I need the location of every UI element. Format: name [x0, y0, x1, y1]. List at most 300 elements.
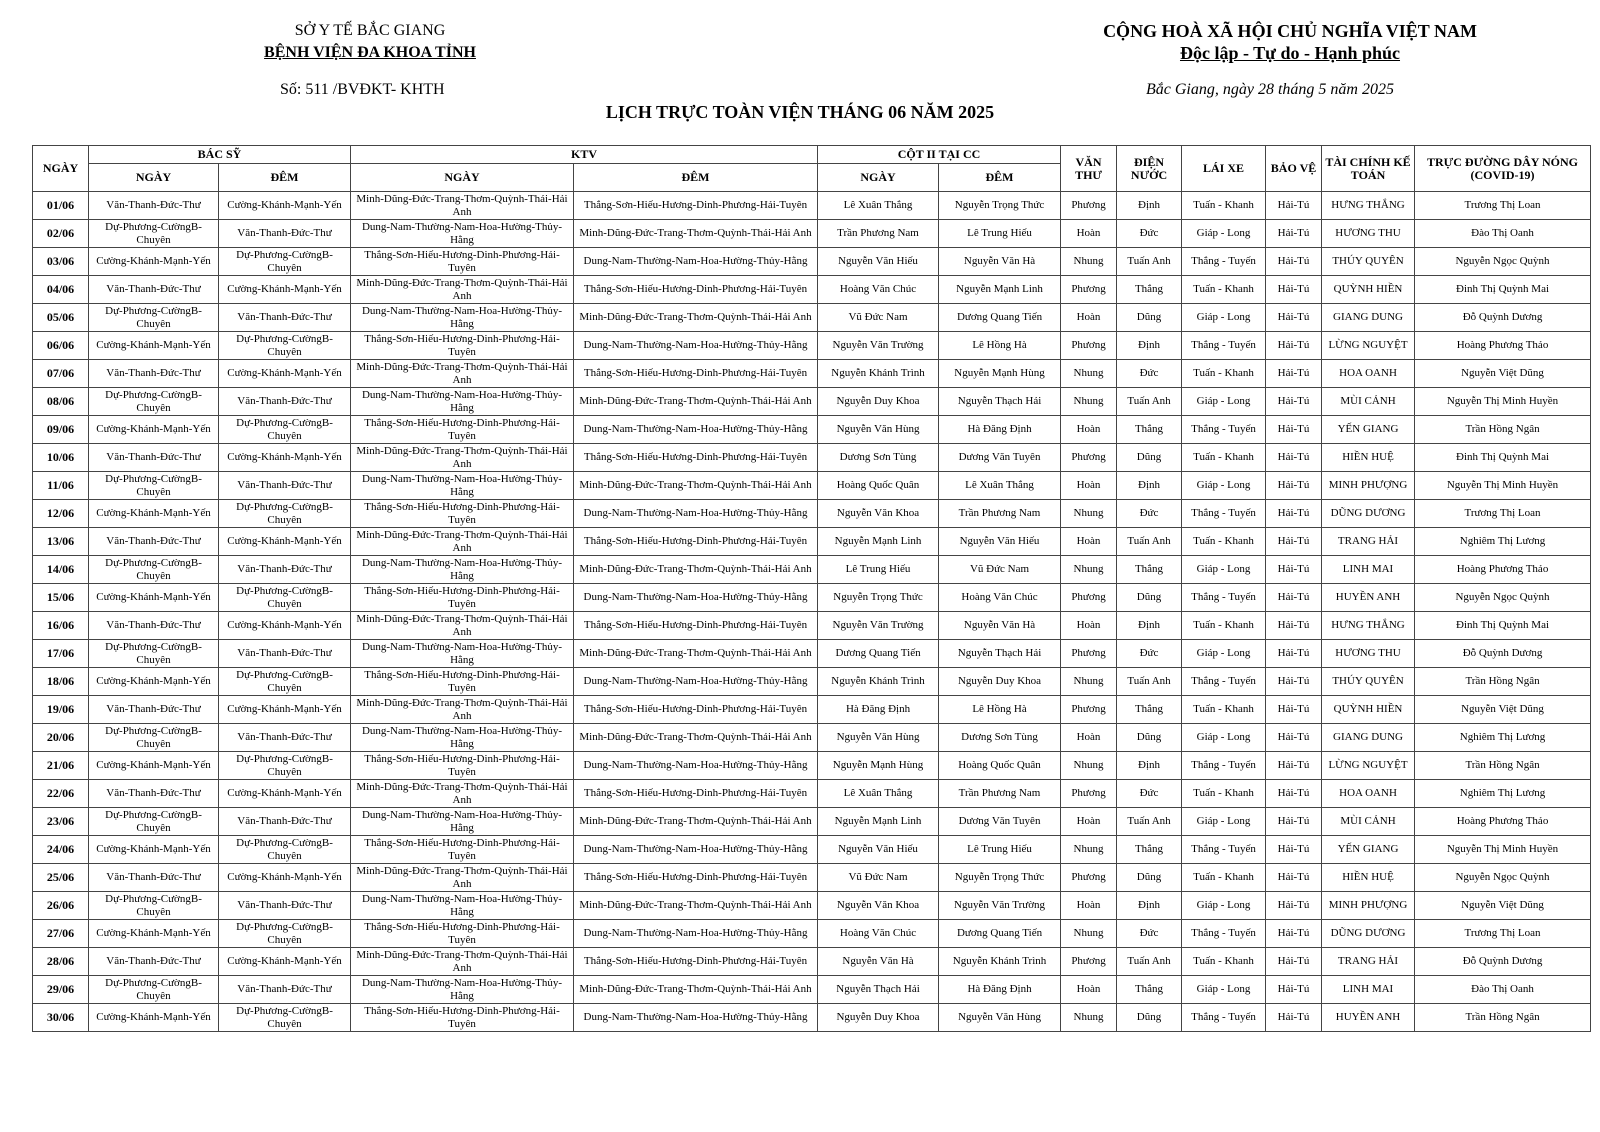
- col-ktv-night-header: ĐÊM: [574, 164, 818, 192]
- cell-ktv-night: Minh-Dũng-Đức-Trang-Thơm-Quỳnh-Thái-Hải Anh: [574, 220, 818, 248]
- cell-doctor-night: Cường-Khánh-Mạnh-Yến: [219, 696, 351, 724]
- cell-hotline: Nguyễn Thị Minh Huyền: [1415, 388, 1591, 416]
- table-row: [33, 444, 1591, 472]
- cell-vanthu: Nhung: [1061, 360, 1117, 388]
- cell-vanthu: Phương: [1061, 948, 1117, 976]
- cell-cot2-day: Nguyễn Khánh Trình: [818, 668, 939, 696]
- cell-diennuoc: Định: [1117, 332, 1182, 360]
- cell-doctor-day: Cường-Khánh-Mạnh-Yến: [89, 500, 219, 528]
- cell-cot2-day: Nguyễn Văn Hùng: [818, 724, 939, 752]
- cell-hotline: Đào Thị Oanh: [1415, 976, 1591, 1004]
- cell-date: 29/06: [33, 976, 89, 1004]
- cell-cot2-night: Lê Xuân Thắng: [939, 472, 1061, 500]
- cell-doctor-day: Văn-Thanh-Đức-Thư: [89, 276, 219, 304]
- cell-baove: Hải-Tú: [1266, 248, 1322, 276]
- table-row: [33, 836, 1591, 864]
- cell-laixe: Giáp - Long: [1182, 220, 1266, 248]
- schedule-body: [33, 192, 1591, 1032]
- issuer-block: [240, 20, 500, 64]
- cell-doctor-night: Văn-Thanh-Đức-Thư: [219, 724, 351, 752]
- cell-date: 08/06: [33, 388, 89, 416]
- cell-baove: Hải-Tú: [1266, 1004, 1322, 1032]
- cell-vanthu: Phương: [1061, 640, 1117, 668]
- cell-cot2-day: Nguyễn Duy Khoa: [818, 388, 939, 416]
- national-motto: Độc lập - Tự do - Hạnh phúc: [1179, 43, 1401, 63]
- cell-laixe: Tuấn - Khanh: [1182, 444, 1266, 472]
- cell-date: 30/06: [33, 1004, 89, 1032]
- cell-hotline: Đinh Thị Quỳnh Mai: [1415, 444, 1591, 472]
- cell-diennuoc: Đức: [1117, 640, 1182, 668]
- cell-laixe: Tuấn - Khanh: [1182, 612, 1266, 640]
- cell-ktv-day: Minh-Dũng-Đức-Trang-Thơm-Quỳnh-Thái-Hải Anh: [351, 444, 574, 472]
- cell-baove: Hải-Tú: [1266, 192, 1322, 220]
- table-row: [33, 276, 1591, 304]
- cell-ktv-night: Dung-Nam-Thường-Nam-Hoa-Hường-Thủy-Hằng: [574, 836, 818, 864]
- cell-cot2-day: Hoàng Văn Chúc: [818, 276, 939, 304]
- table-row: [33, 1004, 1591, 1032]
- cell-date: 28/06: [33, 948, 89, 976]
- col-laixe-header: LÁI XE: [1182, 146, 1266, 192]
- cell-date: 04/06: [33, 276, 89, 304]
- cell-cot2-night: Nguyễn Duy Khoa: [939, 668, 1061, 696]
- cell-laixe: Thắng - Tuyến: [1182, 416, 1266, 444]
- cell-laixe: Thắng - Tuyến: [1182, 584, 1266, 612]
- table-row: [33, 780, 1591, 808]
- cell-cot2-night: Dương Văn Tuyên: [939, 444, 1061, 472]
- cell-diennuoc: Định: [1117, 192, 1182, 220]
- col-cot2-day-header: NGÀY: [818, 164, 939, 192]
- cell-vanthu: Phương: [1061, 864, 1117, 892]
- cell-hotline: Nguyễn Việt Dũng: [1415, 892, 1591, 920]
- cell-ktv-day: Dung-Nam-Thường-Nam-Hoa-Hường-Thủy-Hằng: [351, 724, 574, 752]
- cell-ktv-night: Minh-Dũng-Đức-Trang-Thơm-Quỳnh-Thái-Hải Anh: [574, 976, 818, 1004]
- cell-date: 19/06: [33, 696, 89, 724]
- cell-cot2-day: Trần Phương Nam: [818, 220, 939, 248]
- cell-taichinh: QUỲNH HIỀN: [1322, 276, 1415, 304]
- cell-date: 17/06: [33, 640, 89, 668]
- cell-diennuoc: Dũng: [1117, 864, 1182, 892]
- table-row: [33, 584, 1591, 612]
- cell-doctor-night: Văn-Thanh-Đức-Thư: [219, 304, 351, 332]
- cell-ktv-day: Dung-Nam-Thường-Nam-Hoa-Hường-Thủy-Hằng: [351, 640, 574, 668]
- cell-baove: Hải-Tú: [1266, 444, 1322, 472]
- cell-cot2-night: Nguyễn Mạnh Linh: [939, 276, 1061, 304]
- cell-ktv-day: Minh-Dũng-Đức-Trang-Thơm-Quỳnh-Thái-Hải Anh: [351, 360, 574, 388]
- document-date: Bắc Giang, ngày 28 tháng 5 năm 2025: [1146, 81, 1394, 98]
- cell-cot2-night: Trần Phương Nam: [939, 780, 1061, 808]
- cell-laixe: Thắng - Tuyến: [1182, 752, 1266, 780]
- col-vanthu-header: VĂN THƯ: [1061, 146, 1117, 192]
- cell-doctor-day: Dự-Phương-CườngB-Chuyên: [89, 220, 219, 248]
- cell-cot2-night: Nguyễn Văn Hùng: [939, 1004, 1061, 1032]
- cell-date: 09/06: [33, 416, 89, 444]
- table-row: [33, 864, 1591, 892]
- cell-diennuoc: Thắng: [1117, 556, 1182, 584]
- cell-diennuoc: Định: [1117, 612, 1182, 640]
- cell-taichinh: HOA OANH: [1322, 780, 1415, 808]
- cell-vanthu: Phương: [1061, 780, 1117, 808]
- cell-cot2-day: Vũ Đức Nam: [818, 864, 939, 892]
- cell-baove: Hải-Tú: [1266, 864, 1322, 892]
- cell-taichinh: MINH PHƯỢNG: [1322, 472, 1415, 500]
- cell-laixe: Giáp - Long: [1182, 556, 1266, 584]
- cell-ktv-night: Minh-Dũng-Đức-Trang-Thơm-Quỳnh-Thái-Hải Anh: [574, 808, 818, 836]
- cell-vanthu: Phương: [1061, 332, 1117, 360]
- cell-doctor-day: Văn-Thanh-Đức-Thư: [89, 360, 219, 388]
- cell-hotline: Đỗ Quỳnh Dương: [1415, 640, 1591, 668]
- col-doctor-header: BÁC SỸ: [89, 146, 351, 164]
- cell-hotline: Trần Hồng Ngân: [1415, 416, 1591, 444]
- cell-ktv-night: Dung-Nam-Thường-Nam-Hoa-Hường-Thủy-Hằng: [574, 752, 818, 780]
- cell-cot2-night: Hà Đăng Định: [939, 416, 1061, 444]
- cell-cot2-day: Nguyễn Mạnh Linh: [818, 528, 939, 556]
- cell-doctor-night: Dự-Phương-CườngB-Chuyên: [219, 416, 351, 444]
- cell-diennuoc: Dũng: [1117, 304, 1182, 332]
- cell-ktv-day: Dung-Nam-Thường-Nam-Hoa-Hường-Thủy-Hằng: [351, 892, 574, 920]
- table-row: [33, 556, 1591, 584]
- cell-vanthu: Phương: [1061, 696, 1117, 724]
- cell-ktv-day: Minh-Dũng-Đức-Trang-Thơm-Quỳnh-Thái-Hải Anh: [351, 528, 574, 556]
- cell-vanthu: Hoàn: [1061, 808, 1117, 836]
- cell-ktv-day: Dung-Nam-Thường-Nam-Hoa-Hường-Thủy-Hằng: [351, 220, 574, 248]
- cell-vanthu: Nhung: [1061, 388, 1117, 416]
- cell-hotline: Nguyễn Ngọc Quỳnh: [1415, 864, 1591, 892]
- cell-taichinh: HUYỀN ANH: [1322, 584, 1415, 612]
- cell-doctor-night: Văn-Thanh-Đức-Thư: [219, 472, 351, 500]
- cell-cot2-day: Nguyễn Mạnh Hùng: [818, 752, 939, 780]
- document-number: Số: 511 /BVĐKT- KHTH: [280, 81, 445, 98]
- cell-cot2-day: Nguyễn Văn Hùng: [818, 416, 939, 444]
- cell-hotline: Đào Thị Oanh: [1415, 220, 1591, 248]
- cell-cot2-night: Nguyễn Thạch Hải: [939, 388, 1061, 416]
- cell-ktv-day: Dung-Nam-Thường-Nam-Hoa-Hường-Thủy-Hằng: [351, 388, 574, 416]
- cell-ktv-day: Thắng-Sơn-Hiếu-Hương-Dinh-Phương-Hải-Tuyên: [351, 668, 574, 696]
- cell-laixe: Tuấn - Khanh: [1182, 528, 1266, 556]
- cell-doctor-night: Dự-Phương-CườngB-Chuyên: [219, 584, 351, 612]
- cell-taichinh: HƯƠNG THU: [1322, 220, 1415, 248]
- cell-vanthu: Hoàn: [1061, 220, 1117, 248]
- cell-cot2-night: Lê Hồng Hà: [939, 332, 1061, 360]
- cell-doctor-day: Cường-Khánh-Mạnh-Yến: [89, 584, 219, 612]
- cell-hotline: Đinh Thị Quỳnh Mai: [1415, 276, 1591, 304]
- cell-ktv-night: Dung-Nam-Thường-Nam-Hoa-Hường-Thủy-Hằng: [574, 920, 818, 948]
- cell-doctor-night: Dự-Phương-CườngB-Chuyên: [219, 836, 351, 864]
- cell-hotline: Trương Thị Loan: [1415, 192, 1591, 220]
- cell-doctor-day: Văn-Thanh-Đức-Thư: [89, 528, 219, 556]
- hospital-name: BỆNH VIỆN ĐA KHOA TỈNH: [264, 44, 476, 61]
- cell-diennuoc: Thắng: [1117, 696, 1182, 724]
- table-row: [33, 500, 1591, 528]
- cell-ktv-night: Thắng-Sơn-Hiếu-Hương-Dinh-Phương-Hải-Tuyên: [574, 528, 818, 556]
- table-row: [33, 640, 1591, 668]
- cell-ktv-night: Thắng-Sơn-Hiếu-Hương-Dinh-Phương-Hải-Tuyên: [574, 444, 818, 472]
- cell-hotline: Trần Hồng Ngân: [1415, 752, 1591, 780]
- cell-ktv-day: Thắng-Sơn-Hiếu-Hương-Dinh-Phương-Hải-Tuyên: [351, 332, 574, 360]
- cell-taichinh: YẾN GIANG: [1322, 416, 1415, 444]
- cell-date: 26/06: [33, 892, 89, 920]
- cell-doctor-night: Cường-Khánh-Mạnh-Yến: [219, 360, 351, 388]
- cell-taichinh: GIANG DUNG: [1322, 724, 1415, 752]
- cell-laixe: Thắng - Tuyến: [1182, 500, 1266, 528]
- cell-ktv-day: Thắng-Sơn-Hiếu-Hương-Dinh-Phương-Hải-Tuyên: [351, 500, 574, 528]
- cell-date: 12/06: [33, 500, 89, 528]
- cell-cot2-day: Lê Xuân Thắng: [818, 192, 939, 220]
- cell-cot2-day: Nguyễn Văn Trường: [818, 612, 939, 640]
- table-row: [33, 360, 1591, 388]
- cell-ktv-night: Minh-Dũng-Đức-Trang-Thơm-Quỳnh-Thái-Hải Anh: [574, 724, 818, 752]
- cell-taichinh: MINH PHƯỢNG: [1322, 892, 1415, 920]
- cell-laixe: Tuấn - Khanh: [1182, 192, 1266, 220]
- cell-cot2-day: Nguyễn Văn Khoa: [818, 892, 939, 920]
- cell-laixe: Tuấn - Khanh: [1182, 948, 1266, 976]
- col-diennuoc-header: ĐIỆN NƯỚC: [1117, 146, 1182, 192]
- cell-taichinh: QUỲNH HIỀN: [1322, 696, 1415, 724]
- cell-doctor-day: Văn-Thanh-Đức-Thư: [89, 948, 219, 976]
- cell-vanthu: Hoàn: [1061, 304, 1117, 332]
- cell-taichinh: HƯƠNG THU: [1322, 640, 1415, 668]
- cell-cot2-night: Dương Văn Tuyên: [939, 808, 1061, 836]
- cell-cot2-day: Dương Quang Tiến: [818, 640, 939, 668]
- cell-baove: Hải-Tú: [1266, 276, 1322, 304]
- cell-cot2-day: Nguyễn Khánh Trình: [818, 360, 939, 388]
- table-row: [33, 416, 1591, 444]
- cell-taichinh: LỪNG NGUYỆT: [1322, 752, 1415, 780]
- cell-date: 20/06: [33, 724, 89, 752]
- table-row: [33, 752, 1591, 780]
- cell-baove: Hải-Tú: [1266, 780, 1322, 808]
- cell-cot2-night: Vũ Đức Nam: [939, 556, 1061, 584]
- cell-ktv-night: Minh-Dũng-Đức-Trang-Thơm-Quỳnh-Thái-Hải Anh: [574, 640, 818, 668]
- cell-baove: Hải-Tú: [1266, 220, 1322, 248]
- cell-cot2-night: Nguyễn Văn Trường: [939, 892, 1061, 920]
- table-row: [33, 892, 1591, 920]
- cell-ktv-day: Thắng-Sơn-Hiếu-Hương-Dinh-Phương-Hải-Tuyên: [351, 1004, 574, 1032]
- col-ktv-header: KTV: [351, 146, 818, 164]
- cell-doctor-day: Văn-Thanh-Đức-Thư: [89, 444, 219, 472]
- cell-vanthu: Hoàn: [1061, 976, 1117, 1004]
- cell-baove: Hải-Tú: [1266, 836, 1322, 864]
- cell-doctor-night: Cường-Khánh-Mạnh-Yến: [219, 528, 351, 556]
- cell-ktv-night: Dung-Nam-Thường-Nam-Hoa-Hường-Thủy-Hằng: [574, 1004, 818, 1032]
- cell-taichinh: LINH MAI: [1322, 556, 1415, 584]
- cell-laixe: Giáp - Long: [1182, 304, 1266, 332]
- cell-ktv-day: Minh-Dũng-Đức-Trang-Thơm-Quỳnh-Thái-Hải Anh: [351, 276, 574, 304]
- table-row: [33, 304, 1591, 332]
- cell-doctor-day: Dự-Phương-CườngB-Chuyên: [89, 640, 219, 668]
- table-row: [33, 612, 1591, 640]
- cell-cot2-night: Lê Hồng Hà: [939, 696, 1061, 724]
- cell-doctor-night: Dự-Phương-CườngB-Chuyên: [219, 752, 351, 780]
- cell-baove: Hải-Tú: [1266, 360, 1322, 388]
- cell-vanthu: Hoàn: [1061, 612, 1117, 640]
- cell-laixe: Giáp - Long: [1182, 808, 1266, 836]
- cell-doctor-day: Dự-Phương-CườngB-Chuyên: [89, 808, 219, 836]
- cell-diennuoc: Định: [1117, 472, 1182, 500]
- cell-taichinh: HƯNG THẮNG: [1322, 192, 1415, 220]
- cell-cot2-night: Dương Quang Tiến: [939, 304, 1061, 332]
- cell-taichinh: LINH MAI: [1322, 976, 1415, 1004]
- cell-diennuoc: Đức: [1117, 220, 1182, 248]
- cell-date: 16/06: [33, 612, 89, 640]
- cell-baove: Hải-Tú: [1266, 612, 1322, 640]
- cell-cot2-night: Nguyễn Văn Hà: [939, 612, 1061, 640]
- cell-diennuoc: Định: [1117, 892, 1182, 920]
- cell-hotline: Nguyễn Việt Dũng: [1415, 360, 1591, 388]
- cell-diennuoc: Định: [1117, 752, 1182, 780]
- cell-laixe: Thắng - Tuyến: [1182, 668, 1266, 696]
- cell-vanthu: Nhung: [1061, 752, 1117, 780]
- cell-cot2-day: Nguyễn Trọng Thức: [818, 584, 939, 612]
- cell-ktv-night: Dung-Nam-Thường-Nam-Hoa-Hường-Thủy-Hằng: [574, 416, 818, 444]
- cell-ktv-night: Minh-Dũng-Đức-Trang-Thơm-Quỳnh-Thái-Hải Anh: [574, 556, 818, 584]
- cell-ktv-night: Minh-Dũng-Đức-Trang-Thơm-Quỳnh-Thái-Hải Anh: [574, 892, 818, 920]
- cell-taichinh: MÙI CẢNH: [1322, 808, 1415, 836]
- cell-ktv-day: Thắng-Sơn-Hiếu-Hương-Dinh-Phương-Hải-Tuyên: [351, 920, 574, 948]
- cell-date: 22/06: [33, 780, 89, 808]
- cell-doctor-day: Dự-Phương-CườngB-Chuyên: [89, 724, 219, 752]
- cell-cot2-day: Hoàng Văn Chúc: [818, 920, 939, 948]
- table-row: [33, 528, 1591, 556]
- cell-baove: Hải-Tú: [1266, 528, 1322, 556]
- document-title: LỊCH TRỰC TOÀN VIỆN THÁNG 06 NĂM 2025: [605, 102, 995, 122]
- cell-doctor-night: Dự-Phương-CườngB-Chuyên: [219, 668, 351, 696]
- cell-baove: Hải-Tú: [1266, 640, 1322, 668]
- cell-cot2-night: Hà Đăng Định: [939, 976, 1061, 1004]
- cell-ktv-day: Dung-Nam-Thường-Nam-Hoa-Hường-Thủy-Hằng: [351, 808, 574, 836]
- cell-diennuoc: Đức: [1117, 780, 1182, 808]
- cell-taichinh: TRANG HẢI: [1322, 948, 1415, 976]
- cell-diennuoc: Thắng: [1117, 416, 1182, 444]
- cell-cot2-day: Nguyễn Mạnh Linh: [818, 808, 939, 836]
- cell-date: 01/06: [33, 192, 89, 220]
- cell-hotline: Nguyễn Thị Minh Huyền: [1415, 836, 1591, 864]
- cell-vanthu: Phương: [1061, 192, 1117, 220]
- cell-vanthu: Nhung: [1061, 500, 1117, 528]
- cell-baove: Hải-Tú: [1266, 500, 1322, 528]
- cell-ktv-night: Thắng-Sơn-Hiếu-Hương-Dinh-Phương-Hải-Tuyên: [574, 360, 818, 388]
- cell-doctor-night: Cường-Khánh-Mạnh-Yến: [219, 864, 351, 892]
- cell-diennuoc: Thắng: [1117, 276, 1182, 304]
- cell-cot2-night: Nguyễn Trọng Thức: [939, 192, 1061, 220]
- cell-doctor-day: Cường-Khánh-Mạnh-Yến: [89, 332, 219, 360]
- cell-laixe: Tuấn - Khanh: [1182, 864, 1266, 892]
- cell-vanthu: Hoàn: [1061, 416, 1117, 444]
- cell-ktv-night: Minh-Dũng-Đức-Trang-Thơm-Quỳnh-Thái-Hải Anh: [574, 388, 818, 416]
- cell-doctor-day: Dự-Phương-CườngB-Chuyên: [89, 304, 219, 332]
- cell-date: 11/06: [33, 472, 89, 500]
- cell-doctor-night: Cường-Khánh-Mạnh-Yến: [219, 780, 351, 808]
- cell-baove: Hải-Tú: [1266, 892, 1322, 920]
- cell-cot2-night: Nguyễn Trọng Thức: [939, 864, 1061, 892]
- cell-date: 27/06: [33, 920, 89, 948]
- cell-ktv-night: Thắng-Sơn-Hiếu-Hương-Dinh-Phương-Hải-Tuyên: [574, 948, 818, 976]
- cell-cot2-day: Hà Đăng Định: [818, 696, 939, 724]
- cell-vanthu: Hoàn: [1061, 724, 1117, 752]
- cell-diennuoc: Dũng: [1117, 1004, 1182, 1032]
- cell-vanthu: Nhung: [1061, 1004, 1117, 1032]
- cell-laixe: Thắng - Tuyến: [1182, 248, 1266, 276]
- cell-doctor-day: Cường-Khánh-Mạnh-Yến: [89, 920, 219, 948]
- cell-laixe: Giáp - Long: [1182, 724, 1266, 752]
- cell-baove: Hải-Tú: [1266, 696, 1322, 724]
- cell-hotline: Nghiêm Thị Lương: [1415, 528, 1591, 556]
- cell-cot2-night: Lê Trung Hiếu: [939, 836, 1061, 864]
- cell-ktv-day: Thắng-Sơn-Hiếu-Hương-Dinh-Phương-Hải-Tuyên: [351, 416, 574, 444]
- cell-doctor-night: Văn-Thanh-Đức-Thư: [219, 556, 351, 584]
- table-row: [33, 220, 1591, 248]
- cell-cot2-day: Dương Sơn Tùng: [818, 444, 939, 472]
- cell-ktv-day: Minh-Dũng-Đức-Trang-Thơm-Quỳnh-Thái-Hải Anh: [351, 192, 574, 220]
- cell-laixe: Thắng - Tuyến: [1182, 836, 1266, 864]
- cell-taichinh: HIỀN HUỆ: [1322, 864, 1415, 892]
- cell-ktv-day: Dung-Nam-Thường-Nam-Hoa-Hường-Thủy-Hằng: [351, 304, 574, 332]
- cell-laixe: Thắng - Tuyến: [1182, 332, 1266, 360]
- cell-baove: Hải-Tú: [1266, 584, 1322, 612]
- cell-doctor-day: Cường-Khánh-Mạnh-Yến: [89, 416, 219, 444]
- cell-hotline: Nghiêm Thị Lương: [1415, 780, 1591, 808]
- cell-date: 02/06: [33, 220, 89, 248]
- cell-vanthu: Nhung: [1061, 836, 1117, 864]
- cell-vanthu: Phương: [1061, 444, 1117, 472]
- cell-laixe: Giáp - Long: [1182, 892, 1266, 920]
- cell-laixe: Tuấn - Khanh: [1182, 276, 1266, 304]
- cell-doctor-night: Văn-Thanh-Đức-Thư: [219, 388, 351, 416]
- cell-baove: Hải-Tú: [1266, 724, 1322, 752]
- cell-date: 25/06: [33, 864, 89, 892]
- cell-doctor-day: Dự-Phương-CườngB-Chuyên: [89, 556, 219, 584]
- cell-ktv-night: Thắng-Sơn-Hiếu-Hương-Dinh-Phương-Hải-Tuyên: [574, 276, 818, 304]
- cell-doctor-night: Cường-Khánh-Mạnh-Yến: [219, 948, 351, 976]
- cell-vanthu: Nhung: [1061, 668, 1117, 696]
- cell-date: 21/06: [33, 752, 89, 780]
- cell-cot2-night: Dương Quang Tiến: [939, 920, 1061, 948]
- cell-doctor-night: Cường-Khánh-Mạnh-Yến: [219, 276, 351, 304]
- cell-baove: Hải-Tú: [1266, 388, 1322, 416]
- cell-ktv-night: Thắng-Sơn-Hiếu-Hương-Dinh-Phương-Hải-Tuyên: [574, 780, 818, 808]
- cell-doctor-day: Dự-Phương-CườngB-Chuyên: [89, 892, 219, 920]
- cell-diennuoc: Dũng: [1117, 584, 1182, 612]
- cell-vanthu: Phương: [1061, 584, 1117, 612]
- cell-taichinh: HUYỀN ANH: [1322, 1004, 1415, 1032]
- cell-vanthu: Nhung: [1061, 556, 1117, 584]
- cell-laixe: Giáp - Long: [1182, 640, 1266, 668]
- cell-ktv-day: Thắng-Sơn-Hiếu-Hương-Dinh-Phương-Hải-Tuyên: [351, 752, 574, 780]
- cell-doctor-day: Dự-Phương-CườngB-Chuyên: [89, 388, 219, 416]
- cell-cot2-day: Nguyễn Duy Khoa: [818, 1004, 939, 1032]
- cell-taichinh: HOA OANH: [1322, 360, 1415, 388]
- cell-taichinh: MÙI CẢNH: [1322, 388, 1415, 416]
- cell-ktv-night: Thắng-Sơn-Hiếu-Hương-Dinh-Phương-Hải-Tuyên: [574, 612, 818, 640]
- cell-vanthu: Hoàn: [1061, 892, 1117, 920]
- cell-hotline: Nguyễn Ngọc Quỳnh: [1415, 248, 1591, 276]
- col-doctor-night-header: ĐÊM: [219, 164, 351, 192]
- cell-laixe: Thắng - Tuyến: [1182, 920, 1266, 948]
- cell-hotline: Nguyễn Việt Dũng: [1415, 696, 1591, 724]
- cell-doctor-night: Dự-Phương-CườngB-Chuyên: [219, 920, 351, 948]
- cell-cot2-night: Nguyễn Văn Hiếu: [939, 528, 1061, 556]
- cell-hotline: Nguyễn Ngọc Quỳnh: [1415, 584, 1591, 612]
- cell-cot2-day: Nguyễn Văn Khoa: [818, 500, 939, 528]
- cell-ktv-day: Dung-Nam-Thường-Nam-Hoa-Hường-Thủy-Hằng: [351, 976, 574, 1004]
- cell-doctor-night: Cường-Khánh-Mạnh-Yến: [219, 612, 351, 640]
- cell-date: 06/06: [33, 332, 89, 360]
- cell-cot2-day: Nguyễn Văn Hiếu: [818, 248, 939, 276]
- cell-diennuoc: Tuấn Anh: [1117, 668, 1182, 696]
- cell-taichinh: DŨNG DƯƠNG: [1322, 920, 1415, 948]
- cell-baove: Hải-Tú: [1266, 472, 1322, 500]
- cell-ktv-day: Thắng-Sơn-Hiếu-Hương-Dinh-Phương-Hải-Tuyên: [351, 836, 574, 864]
- department-name: SỞ Y TẾ BẮC GIANG: [294, 22, 446, 39]
